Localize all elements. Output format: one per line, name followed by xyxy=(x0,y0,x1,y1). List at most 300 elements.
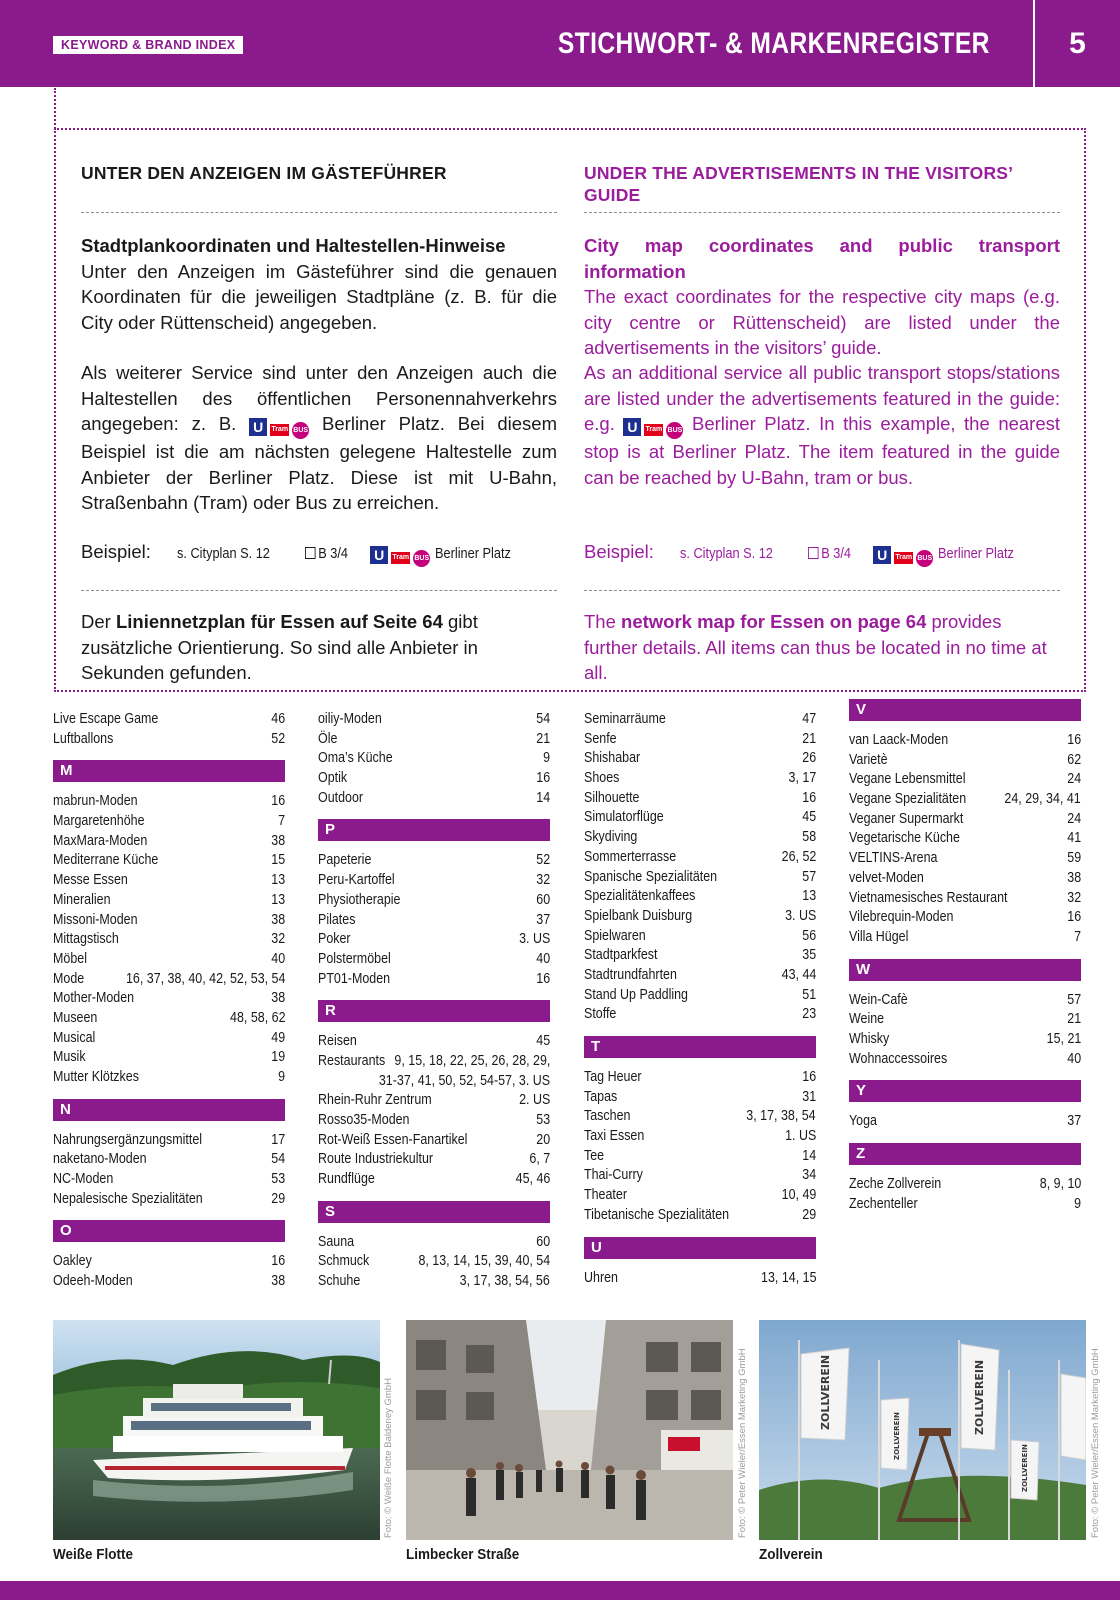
zollverein-photo xyxy=(759,1320,1086,1540)
index-term: Missoni-Moden xyxy=(53,911,138,928)
paragraph-transport: As an additional service all public transport stops/stations are listed under the advertisements featured in the guide: e.g. U Tram BUS Berliner Platz. In this example, the nearest stop is at Berliner Platz. The item featured in the guide can be reached by U-Bahn, tram or bus. xyxy=(584,362,1061,488)
index-pages: 26 xyxy=(802,750,816,767)
index-entry xyxy=(584,927,816,947)
index-entry xyxy=(849,829,1081,849)
index-term: Whisky xyxy=(849,1030,890,1047)
index-term: Taxi Essen xyxy=(584,1128,645,1145)
index-entry xyxy=(849,790,1081,810)
index-term: Stand Up Paddling xyxy=(584,986,688,1003)
index-pages: 48, 58, 62 xyxy=(229,1009,285,1026)
paragraph: The exact coordinates for the respective city maps (e.g. city centre or Rüttenscheid) are listed under the advertisements in the visitors’ guide. xyxy=(584,286,1060,358)
index-entry xyxy=(318,1111,550,1131)
network-map-ref: Liniennetzplan für Essen auf Seite 64 xyxy=(115,611,443,632)
index-term: Spielbank Duisburg xyxy=(584,907,693,924)
photo-caption: Limbecker Straße xyxy=(406,1546,520,1563)
index-term: Mother-Moden xyxy=(53,990,135,1007)
index-letter-header: P xyxy=(318,819,550,841)
index-letter-header: Y xyxy=(849,1080,1081,1102)
index-term: Rhein-Ruhr Zentrum xyxy=(318,1092,432,1109)
info-block xyxy=(584,233,1060,361)
index-pages: 54 xyxy=(271,1151,285,1168)
index-column-2 xyxy=(318,710,550,1292)
index-pages: 60 xyxy=(536,891,550,908)
index-entry xyxy=(584,1088,816,1108)
network-note: The network map for Essen on page 64 provides further details. All items can thus be located in no time at all. xyxy=(584,611,1047,683)
index-entry xyxy=(318,749,550,769)
index-entry xyxy=(318,930,550,950)
section-title: UNDER THE ADVERTISEMENTS IN THE VISITORS’ GUIDE xyxy=(584,163,1013,205)
index-term: Stadtparkfest xyxy=(584,947,658,964)
subtitle: City map coordinates and public transport information xyxy=(584,235,1060,282)
index-term: Spezialitätenkaffees xyxy=(584,888,696,905)
index-term: Mineralien xyxy=(53,891,111,908)
index-term: Musik xyxy=(53,1049,86,1066)
section-title: UNTER DEN ANZEIGEN IM GÄSTEFÜHRER xyxy=(81,163,447,183)
index-term: Rundflüge xyxy=(318,1171,375,1188)
index-pages: 8, 13, 14, 15, 39, 40, 54 xyxy=(418,1253,550,1270)
example-stop: Berliner Platz xyxy=(435,546,512,562)
index-term: Yoga xyxy=(849,1113,877,1130)
index-entry xyxy=(53,1190,285,1210)
index-entry xyxy=(53,911,285,931)
index-entry xyxy=(53,730,285,750)
index-pages: 3, 17, 38, 54, 56 xyxy=(459,1273,550,1290)
index-term: Vegane Lebensmittel xyxy=(849,771,966,788)
index-pages: 38 xyxy=(271,832,285,849)
photo-credit: Foto: © Weiße Flotte Baldeney GmbH xyxy=(383,1378,394,1538)
index-pages: 13 xyxy=(271,891,285,908)
index-term: Margaretenhöhe xyxy=(53,813,145,830)
tram-icon: Tram xyxy=(894,552,913,564)
index-pages: 53 xyxy=(271,1171,285,1188)
index-term: naketano-Moden xyxy=(53,1151,147,1168)
info-block xyxy=(81,233,557,335)
index-entry xyxy=(318,911,550,931)
index-entry xyxy=(318,769,550,789)
index-term: Nepalesische Spezialitäten xyxy=(53,1190,203,1207)
bus-icon: BUS xyxy=(292,422,309,439)
index-pages: 24 xyxy=(1067,771,1081,788)
index-letter-header: S xyxy=(318,1201,550,1223)
index-entry xyxy=(584,907,816,927)
index-entry xyxy=(849,1050,1081,1070)
index-pages: 17 xyxy=(271,1131,285,1148)
index-term: Vietnamesisches Restaurant xyxy=(849,889,1008,906)
index-entry xyxy=(849,810,1081,830)
index-pages: 13 xyxy=(802,888,816,905)
index-pages: 3. US xyxy=(518,931,550,948)
flag-text: ZOLLVEREIN xyxy=(893,1412,901,1460)
index-entry xyxy=(849,1195,1081,1215)
index-letter-header: M xyxy=(53,760,285,782)
index-pages: 9 xyxy=(1074,1195,1081,1212)
index-entry xyxy=(584,1206,816,1226)
index-entry xyxy=(849,770,1081,790)
index-term: Wein-Cafè xyxy=(849,991,908,1008)
example-cityplan: s. Cityplan S. 12 xyxy=(177,546,271,562)
network-map-ref: network map for Essen on page 64 xyxy=(621,611,927,632)
index-pages: 3, 17, 38, 54 xyxy=(746,1108,816,1125)
index-entry xyxy=(53,1272,285,1292)
flag-text: ZOLLVEREIN xyxy=(973,1359,986,1435)
index-pages: 15 xyxy=(271,852,285,869)
dashed-divider xyxy=(81,590,557,591)
index-entry xyxy=(584,1068,816,1088)
index-entry xyxy=(849,849,1081,869)
index-term: Nahrungsergänzungsmittel xyxy=(53,1131,203,1148)
index-pages: 32 xyxy=(271,931,285,948)
index-term: Sommerterrasse xyxy=(584,848,677,865)
example-stop: Berliner Platz xyxy=(938,546,1015,562)
index-entry xyxy=(584,1005,816,1025)
index-entry xyxy=(584,1166,816,1186)
index-pages: 9 xyxy=(278,1069,285,1085)
index-entry xyxy=(849,889,1081,909)
index-letter-header: W xyxy=(849,959,1081,981)
index-entry xyxy=(53,1252,285,1272)
index-pages: 38 xyxy=(271,990,285,1007)
index-entry xyxy=(584,749,816,769)
index-pages: 16 xyxy=(1067,909,1081,926)
index-term: Polstermöbel xyxy=(318,950,391,967)
index-term: velvet-Moden xyxy=(849,869,924,886)
index-entry xyxy=(849,731,1081,751)
index-entry xyxy=(584,946,816,966)
index-pages: 29 xyxy=(271,1190,285,1207)
index-entry xyxy=(584,1147,816,1167)
index-entry xyxy=(584,789,816,809)
index-pages: 6, 7 xyxy=(529,1151,550,1168)
index-pages: 16 xyxy=(802,789,816,806)
index-term: Odeeh-Moden xyxy=(53,1273,133,1290)
photo-caption: Weiße Flotte xyxy=(53,1546,134,1563)
index-pages: 38 xyxy=(1067,869,1081,886)
dotted-border-right xyxy=(1084,128,1086,692)
index-entry xyxy=(584,1127,816,1147)
index-term: Tibetanische Spezialitäten xyxy=(584,1206,730,1223)
index-term: Silhouette xyxy=(584,789,640,806)
index-term: Pilates xyxy=(318,911,356,928)
index-entry xyxy=(53,832,285,852)
index-term: Optik xyxy=(318,770,348,787)
index-entry xyxy=(584,966,816,986)
index-entry xyxy=(53,1170,285,1190)
index-letter-header: N xyxy=(53,1099,285,1121)
photo-weisse-flotte xyxy=(53,1320,380,1540)
index-term: Wohnaccessoires xyxy=(849,1050,948,1067)
index-term: Öle xyxy=(318,730,338,747)
index-pages: 56 xyxy=(802,927,816,944)
index-entry xyxy=(318,1233,550,1253)
index-term: NC-Moden xyxy=(53,1171,114,1188)
index-pages: 29 xyxy=(802,1206,816,1223)
index-pages: 52 xyxy=(271,730,285,747)
index-pages: 53 xyxy=(536,1112,550,1128)
index-pages: 9 xyxy=(543,750,550,767)
index-pages: 59 xyxy=(1067,850,1081,867)
index-pages: 19 xyxy=(271,1049,285,1066)
index-pages: 14 xyxy=(536,789,550,806)
index-entry xyxy=(53,851,285,871)
index-entry xyxy=(318,1032,550,1052)
index-entry xyxy=(318,1150,550,1170)
index-pages: 45, 46 xyxy=(515,1171,550,1188)
index-entry xyxy=(53,1048,285,1068)
index-entry xyxy=(53,1009,285,1029)
index-entry xyxy=(318,1052,550,1072)
index-term: Route Industriekultur xyxy=(318,1151,434,1168)
index-entry xyxy=(53,792,285,812)
paragraph-transport: Als weiterer Service sind unter den Anzeigen auch die Haltestellen des öffentlichen Personennahverkehrs angegeben: z. B. U Tram BUS Berliner Platz. Bei diesem Beispiel ist die am nächsten gelegene Haltestelle zum Anbieter der Berliner Platz. Diese ist mit U-Bahn, Straßenbahn (Tram) oder Bus zu erreichen. xyxy=(81,362,558,513)
index-entry xyxy=(53,1068,285,1088)
photo-credit: Foto: © Peter Wieler/Essen Marketing GmbH xyxy=(1090,1348,1101,1538)
index-entry xyxy=(53,710,285,730)
index-pages: 35 xyxy=(802,947,816,964)
index-term: Reisen xyxy=(318,1033,357,1050)
index-entry xyxy=(53,891,285,911)
index-term: Shoes xyxy=(584,770,620,787)
ubahn-icon: U xyxy=(623,418,641,436)
dashed-divider xyxy=(81,212,557,213)
index-pages: 38 xyxy=(271,911,285,928)
index-term: Skydiving xyxy=(584,829,638,846)
info-english xyxy=(584,0,1060,690)
dotted-border-left xyxy=(54,88,56,692)
photo-credit: Foto: © Peter Wieler/Essen Marketing GmbH xyxy=(737,1348,748,1538)
example-grid: B 3/4 xyxy=(318,546,349,562)
boat-photo xyxy=(53,1320,380,1540)
transport-icons xyxy=(370,541,430,567)
ubahn-icon: U xyxy=(370,546,388,564)
index-term: Museen xyxy=(53,1009,98,1026)
index-term: Rot-Weiß Essen-Fanartikel xyxy=(318,1131,468,1148)
index-column-3 xyxy=(584,710,816,1288)
paragraph: Unter den Anzeigen im Gästeführer sind die genauen Koordinaten für die jeweiligen Stadtpläne (z. B. für die City oder Rüttenscheid) angegeben. xyxy=(81,260,557,333)
index-entry xyxy=(318,970,550,990)
index-pages: 13 xyxy=(271,872,285,889)
index-term: Shishabar xyxy=(584,750,641,767)
index-entry xyxy=(849,751,1081,771)
index-column-1 xyxy=(53,710,285,1292)
index-term: Oakley xyxy=(53,1253,92,1270)
index-entry xyxy=(849,1030,1081,1050)
index-term: MaxMara-Moden xyxy=(53,832,148,849)
index-entry xyxy=(318,891,550,911)
index-entry xyxy=(318,1170,550,1190)
index-entry xyxy=(849,869,1081,889)
info-german xyxy=(81,0,557,690)
index-pages: 40 xyxy=(1067,1050,1081,1067)
index-term: oiliy-Moden xyxy=(318,711,382,727)
grid-box-icon xyxy=(808,547,819,559)
index-term: Varietè xyxy=(849,751,888,768)
index-pages: 54 xyxy=(536,711,550,727)
index-pages: 1. US xyxy=(784,1128,816,1145)
transport-icons xyxy=(623,413,683,439)
index-entry xyxy=(584,710,816,730)
index-term: Tapas xyxy=(584,1088,618,1105)
photo-limbecker-strasse xyxy=(406,1320,733,1540)
index-pages: 43, 44 xyxy=(781,966,816,983)
index-pages: 21 xyxy=(802,730,816,747)
index-entry xyxy=(53,1131,285,1151)
index-letter-header: T xyxy=(584,1036,816,1058)
index-pages: 21 xyxy=(536,730,550,747)
index-term: Villa Hügel xyxy=(849,928,909,945)
index-term: Simulatorflüge xyxy=(584,809,664,826)
index-entry xyxy=(849,928,1081,948)
dashed-divider xyxy=(584,212,1060,213)
index-pages: 52 xyxy=(536,852,550,869)
index-entry xyxy=(318,1131,550,1151)
index-pages: 40 xyxy=(536,950,550,967)
index-entry xyxy=(318,710,550,730)
transport-icons xyxy=(873,541,933,567)
index-entry xyxy=(584,1269,816,1289)
dotted-border-bottom xyxy=(54,690,1086,692)
page-number: 5 xyxy=(1069,27,1086,60)
index-entry xyxy=(318,1272,550,1292)
index-entry xyxy=(53,950,285,970)
index-term: Spielwaren xyxy=(584,927,646,944)
index-column-4 xyxy=(849,699,1081,1214)
index-term: Mittagstisch xyxy=(53,931,119,948)
index-entry xyxy=(318,950,550,970)
index-term: Mutter Klötzkes xyxy=(53,1069,139,1085)
index-term: Schmuck xyxy=(318,1253,370,1270)
index-pages: 32 xyxy=(536,872,550,889)
index-entry xyxy=(318,1252,550,1272)
index-entry xyxy=(318,1091,550,1111)
index-pages: 26, 52 xyxy=(781,848,816,865)
subtitle: Stadtplankoordinaten und Haltestellen-Hinweise xyxy=(81,235,506,256)
index-term: Rosso35-Moden xyxy=(318,1112,410,1128)
index-term: Spanische Spezialitäten xyxy=(584,868,718,885)
index-term: Taschen xyxy=(584,1108,631,1125)
page-title: STICHWORT- & MARKENREGISTER xyxy=(558,27,990,60)
bus-icon: BUS xyxy=(413,550,430,567)
index-entry xyxy=(584,1107,816,1127)
index-pages: 58 xyxy=(802,829,816,846)
index-entry xyxy=(849,1112,1081,1132)
index-term: Stoffe xyxy=(584,1006,617,1023)
index-term: Physiotherapie xyxy=(318,891,401,908)
page-footer-bar xyxy=(0,1581,1120,1600)
example-grid: B 3/4 xyxy=(821,546,852,562)
index-pages: 32 xyxy=(1067,889,1081,906)
network-note: Der Liniennetzplan für Essen auf Seite 64 gibt zusätzliche Orientierung. So sind alle Anbieter in Sekunden gefunden. xyxy=(81,611,478,683)
index-pages: 34 xyxy=(802,1167,816,1184)
index-pages: 16 xyxy=(802,1069,816,1085)
index-entry xyxy=(584,887,816,907)
tram-icon: Tram xyxy=(644,424,663,436)
index-pages: 57 xyxy=(802,868,816,885)
bus-icon: BUS xyxy=(916,550,933,567)
section-badge: KEYWORD & BRAND INDEX xyxy=(53,36,243,54)
index-pages: 16 xyxy=(271,1253,285,1270)
index-term: Senfe xyxy=(584,730,617,747)
index-term: Theater xyxy=(584,1187,627,1204)
ubahn-icon: U xyxy=(873,546,891,564)
index-term: mabrun-Moden xyxy=(53,793,138,810)
grid-box-icon xyxy=(305,547,316,559)
index-term: Papeterie xyxy=(318,852,372,869)
index-pages: 47 xyxy=(802,711,816,727)
index-pages: 3. US xyxy=(784,907,816,924)
index-term: Live Escape Game xyxy=(53,711,159,727)
flag-text: ZOLLVEREIN xyxy=(819,1354,832,1430)
index-term: Thai-Curry xyxy=(584,1167,643,1184)
index-pages: 31-37, 41, 50, 52, 54-57, 3. US xyxy=(378,1072,550,1089)
index-entry xyxy=(53,812,285,832)
index-term: Vegetarische Küche xyxy=(849,830,960,847)
index-pages: 37 xyxy=(536,911,550,928)
index-entry xyxy=(584,848,816,868)
index-entry xyxy=(318,1072,550,1092)
index-entry xyxy=(584,769,816,789)
index-term: Zeche Zollverein xyxy=(849,1176,942,1192)
index-entry xyxy=(53,930,285,950)
index-pages: 16 xyxy=(271,793,285,810)
index-entry xyxy=(584,730,816,750)
index-pages: 20 xyxy=(536,1131,550,1148)
tram-icon: Tram xyxy=(391,552,410,564)
index-pages: 60 xyxy=(536,1233,550,1250)
index-pages: 23 xyxy=(802,1006,816,1023)
index-pages: 24 xyxy=(1067,810,1081,827)
index-pages: 7 xyxy=(278,813,285,830)
index-entry xyxy=(849,908,1081,928)
index-entry xyxy=(584,986,816,1006)
photo-caption: Zollverein xyxy=(759,1546,823,1563)
flag-text: ZOLLVEREIN xyxy=(1021,1444,1029,1492)
ubahn-icon: U xyxy=(249,418,267,436)
index-entry xyxy=(849,1175,1081,1195)
index-term: Uhren xyxy=(584,1269,618,1286)
index-term: Seminarräume xyxy=(584,711,666,727)
index-letter-header: O xyxy=(53,1220,285,1242)
example-line xyxy=(584,539,1060,565)
index-term: VELTINS-Arena xyxy=(849,850,938,867)
index-entry xyxy=(318,871,550,891)
index-term: Vilebrequin-Moden xyxy=(849,909,954,926)
example-line xyxy=(81,539,557,565)
index-pages: 31 xyxy=(802,1088,816,1105)
index-entry xyxy=(53,989,285,1009)
index-entry xyxy=(53,1150,285,1170)
index-letter-header: U xyxy=(584,1237,816,1259)
index-term: Vegane Spezialitäten xyxy=(849,791,967,808)
index-entry xyxy=(849,1010,1081,1030)
index-pages: 37 xyxy=(1067,1113,1081,1130)
index-pages: 57 xyxy=(1067,991,1081,1008)
index-term: Poker xyxy=(318,931,351,948)
index-entry xyxy=(584,808,816,828)
transport-icons xyxy=(249,413,309,439)
index-pages: 24, 29, 34, 41 xyxy=(1004,791,1081,808)
index-term: Messe Essen xyxy=(53,872,128,889)
index-pages: 10, 49 xyxy=(781,1187,816,1204)
index-pages: 13, 14, 15 xyxy=(760,1269,816,1286)
street-photo xyxy=(406,1320,733,1540)
index-term: Tee xyxy=(584,1147,605,1164)
index-entry xyxy=(318,730,550,750)
index-pages: 9, 15, 18, 22, 25, 26, 28, 29, xyxy=(393,1052,550,1069)
index-letter-header: Z xyxy=(849,1143,1081,1165)
index-term: Luftballons xyxy=(53,730,114,747)
index-pages: 16 xyxy=(1067,732,1081,748)
index-pages: 49 xyxy=(271,1029,285,1046)
